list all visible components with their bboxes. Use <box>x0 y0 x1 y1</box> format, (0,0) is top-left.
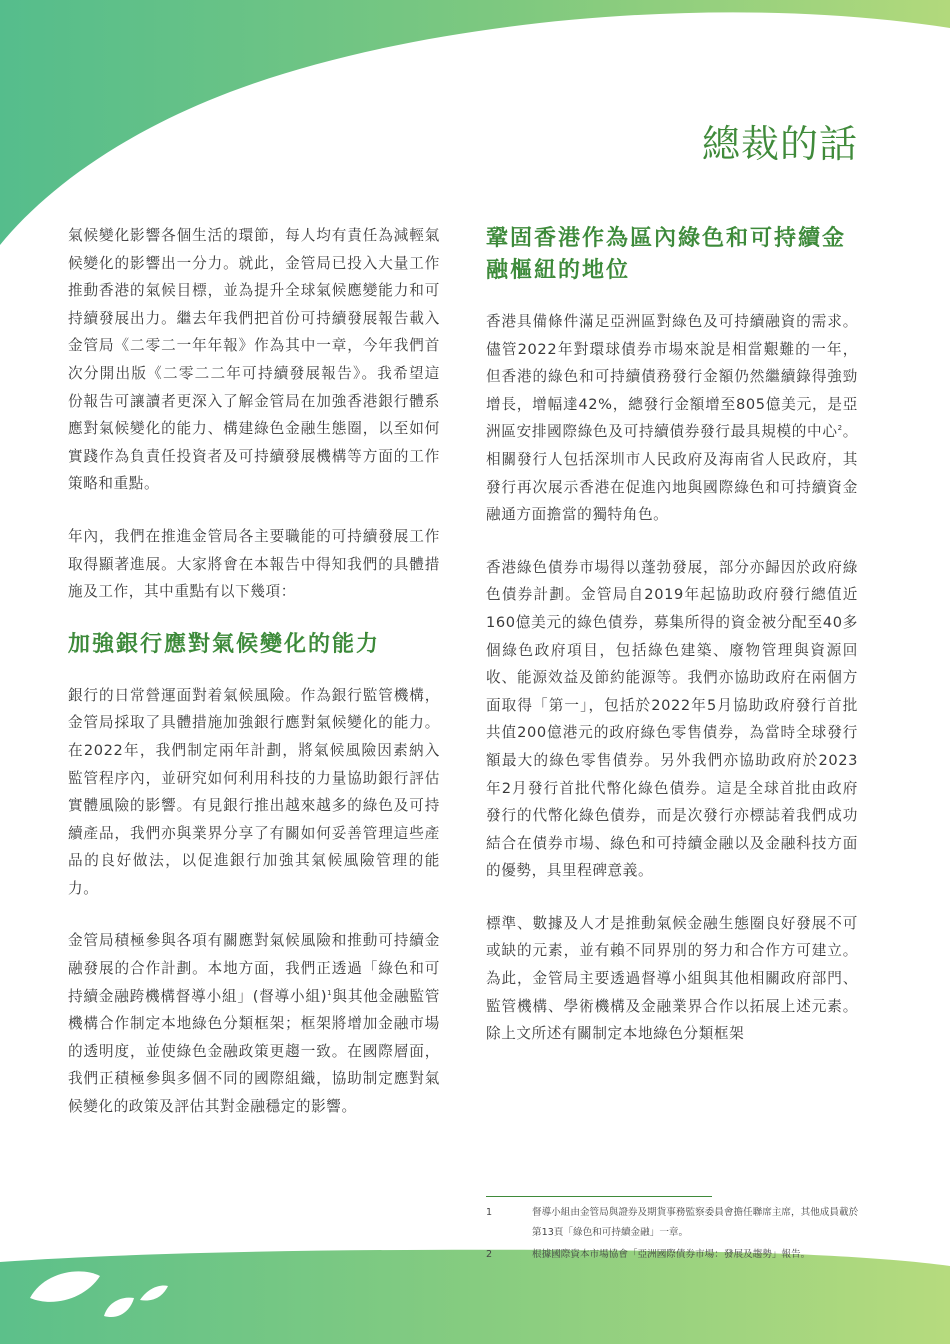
footnote-item <box>486 1203 864 1242</box>
page-title: 總裁的話 <box>701 122 858 167</box>
footnote-number: 2 <box>486 1249 493 1260</box>
banking-risk-paragraph: 銀行的日常營運面對着氣候風險。作為銀行監管機構，金管局採取了具體措施加強銀行應對氣候變化的能力。在2022年，我們制定兩年計劃，將氣候風險因素納入監管程序內，並研究如何利用科技的力量協助銀行評估實體風險的影響。有見銀行推出越來越多的綠色及可持續產品，我們亦與業界分享了有關如何妥善管理這些產品的良好做法，以促進銀行加強其氣候風險管理的能力。 <box>68 686 440 897</box>
footnote-number: 1 <box>486 1207 493 1218</box>
footnote-item <box>486 1245 864 1265</box>
green-finance-text-b: 。相關發行人包括深圳市人民政府及海南省人民政府，其發行再次展示香港在促進內地與國際綠色和可持續資金融通方面擔當的獨特角色。 <box>486 423 858 524</box>
left-column <box>68 222 440 1146</box>
footnote-ref-2: 2 <box>837 424 843 433</box>
cooperation-text-a: 金管局積極參與各項有關應對氣候風險和推動可持續金融發展的合作計劃。本地方面，我們正透過「綠色和可持續金融跨機構督導小組」(督導小組) <box>68 932 440 1005</box>
footnote-ref-1: 1 <box>327 988 333 997</box>
footnote-text: 根據國際資本市場協會「亞洲國際債券市場：發展及趨勢」報告。 <box>532 1249 811 1260</box>
intro-paragraph: 氣候變化影響各個生活的環節，每人均有責任為減輕氣候變化的影響出一分力。就此，金管局已投入大量工作推動香港的氣候目標，並為提升全球氣候應變能力和可持續發展出力。繼去年我們把首份可持續發展報告載入金管局《二零二一年年報》作為其中一章，今年我們首次分開出版《二零二二年可持續發展報告》。我希望這份報告可讓讀者更深入了解金管局在加強香港銀行體系應對氣候變化的能力、構建綠色金融生態圈，以至如何實踐作為負責任投資者及可持續發展機構等方面的工作策略和重點。 <box>68 227 440 493</box>
footnotes <box>486 1196 864 1268</box>
footnote-divider <box>486 1196 712 1197</box>
footnote-text: 督導小組由金管局與證券及期貨事務監察委員會擔任聯席主席，其他成員載於第13頁「綠色和可持續金融」一章。 <box>532 1207 859 1238</box>
green-finance-text-a: 香港具備條件滿足亞洲區對綠色及可持續融資的需求。儘管2022年對環球債券市場來說是相當艱難的一年，但香港的綠色和可持續債務發行金額仍然繼續錄得強勁增長，增幅達42%，總發行金額增至805億美元，是亞洲區安排國際綠色及可持續債券發行最具規模的中心 <box>486 313 858 441</box>
ecosystem-paragraph: 標準、數據及人才是推動氣候金融生態圈良好發展不可或缺的元素，並有賴不同界別的努力和合作方可建立。為此，金管局主要透過督導小組與其他相關政府部門、監管機構、學術機構及金融業界合作以拓展上述元素。除上文所述有關制定本地綠色分類框架 <box>486 914 858 1043</box>
right-column <box>486 222 858 1073</box>
cooperation-paragraph <box>68 927 440 1120</box>
green-finance-paragraph <box>486 308 858 529</box>
section-heading-banking-resilience: 加強銀行應對氣候變化的能力 <box>68 630 381 657</box>
cooperation-text-b: 與其他金融監管機構合作制定本地綠色分類框架；框架將增加金融市場的透明度，並使綠色金融政策更趨一致。在國際層面，我們正積極參與多個不同的國際組織，協助制定應對氣候變化的政策及評估其對金融穩定的影響。 <box>68 987 440 1116</box>
section-heading-green-hub: 鞏固香港作為區內綠色和可持續金融樞紐的地位 <box>486 225 847 283</box>
progress-paragraph: 年內，我們在推進金管局各主要職能的可持續發展工作取得顯著進展。大家將會在本報告中得知我們的具體措施及工作，其中重點有以下幾項： <box>68 527 440 601</box>
green-bond-paragraph: 香港綠色債券市場得以蓬勃發展，部分亦歸因於政府綠色債券計劃。金管局自2019年起協助政府發行總值近160億美元的綠色債券，募集所得的資金被分配至40多個綠色政府項目，包括綠色建築、廢物管理與資源回收、能源效益及節約能源等。我們亦協助政府在兩個方面取得「第一」，包括於2022年5月協助政府發行首批共值200億港元的政府綠色零售債券，為當時全球發行額最大的綠色零售債券。另外我們亦協助政府於2023年2月發行首批代幣化綠色債券。這是全球首批由政府發行的代幣化綠色債券，而是次發行亦標誌着我們成功結合在債券市場、綠色和可持續金融以及金融科技方面的優勢，具里程碑意義。 <box>486 558 858 880</box>
